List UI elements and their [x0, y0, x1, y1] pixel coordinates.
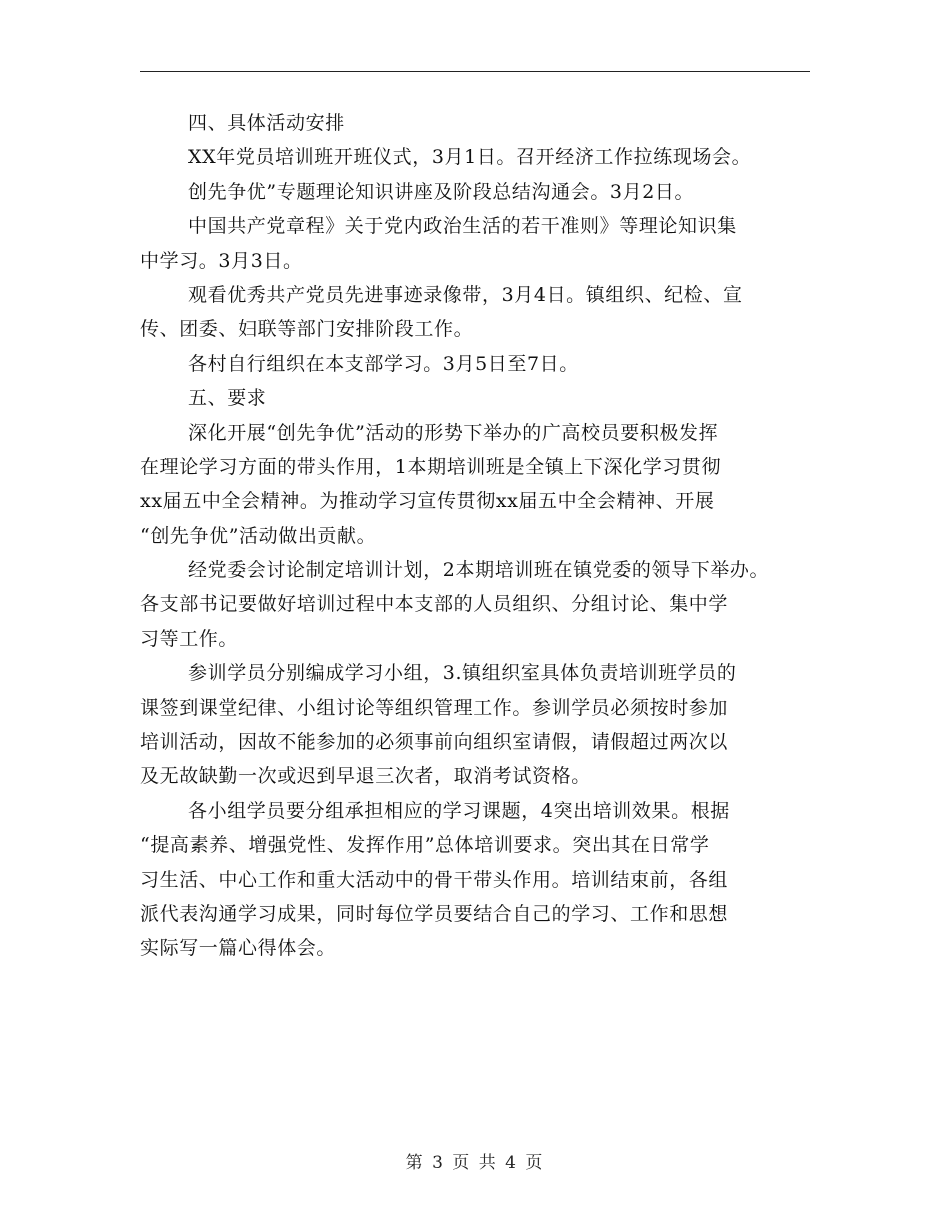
text-line: 中学习。3月3日。	[140, 249, 303, 272]
header-rule	[140, 71, 810, 72]
text-line: 及无故缺勤一次或迟到早退三次者，取消考试资格。	[140, 765, 591, 788]
text-line: 各村自行组织在本支部学习。3月5日至7日。	[188, 352, 579, 375]
text-line: 传、团委、妇联等部门安排阶段工作。	[140, 318, 474, 341]
page-number-label: 第 3 页 共 4 页	[405, 1153, 545, 1173]
text-line: 习生活、中心工作和重大活动中的骨干带头作用。培训结束前，各组	[140, 868, 729, 891]
text-line: 各支部书记要做好培训过程中本支部的人员组织、分组讨论、集中学	[140, 593, 729, 616]
text-line: 参训学员分别编成学习小组，3.镇组织室具体负责培训班学员的	[188, 662, 737, 685]
text-line: 深化开展“创先争优”活动的形势下举办的广高校员要积极发挥	[188, 421, 719, 444]
document-body	[140, 106, 830, 966]
text-line: 习等工作。	[140, 627, 239, 650]
text-line: 四、具体活动安排	[188, 112, 345, 134]
text-line: xx届五中全会精神。为推动学习宣传贯彻xx届五中全会精神、开展	[140, 490, 715, 513]
text-line: 在理论学习方面的带头作用，1本期培训班是全镇上下深化学习贯彻	[140, 455, 722, 478]
text-line: 培训活动，因故不能参加的必须事前向组织室请假，请假超过两次以	[140, 731, 729, 754]
text-line: 实际写一篇心得体会。	[140, 937, 337, 960]
text-line: 经党委会讨论制定培训计划，2本期培训班在镇党委的领导下举办。	[188, 559, 770, 582]
text-line: 课签到课堂纪律、小组讨论等组织管理工作。参训学员必须按时参加	[140, 696, 729, 719]
text-line: XX年党员培训班开班仪式，3月1日。召开经济工作拉练现场会。	[188, 146, 752, 169]
text-line: “创先争优”活动做出贡献。	[140, 524, 377, 547]
text-line: “提高素养、增强党性、发挥作用”总体培训要求。突出其在日常学	[140, 834, 710, 857]
text-line: 五、要求	[188, 387, 267, 410]
page-footer	[0, 1148, 950, 1173]
text-line: 中国共产党章程》关于党内政治生活的若干准则》等理论知识集	[188, 215, 737, 238]
text-line: 派代表沟通学习成果，同时每位学员要结合自己的学习、工作和思想	[140, 902, 729, 925]
text-line: 创先争优”专题理论知识讲座及阶段总结沟通会。3月2日。	[188, 180, 695, 203]
text-line: 各小组学员要分组承担相应的学习课题，4突出培训效果。根据	[188, 799, 730, 822]
text-line: 观看优秀共产党员先进事迹录像带，3月4日。镇组织、纪检、宣	[188, 283, 743, 306]
